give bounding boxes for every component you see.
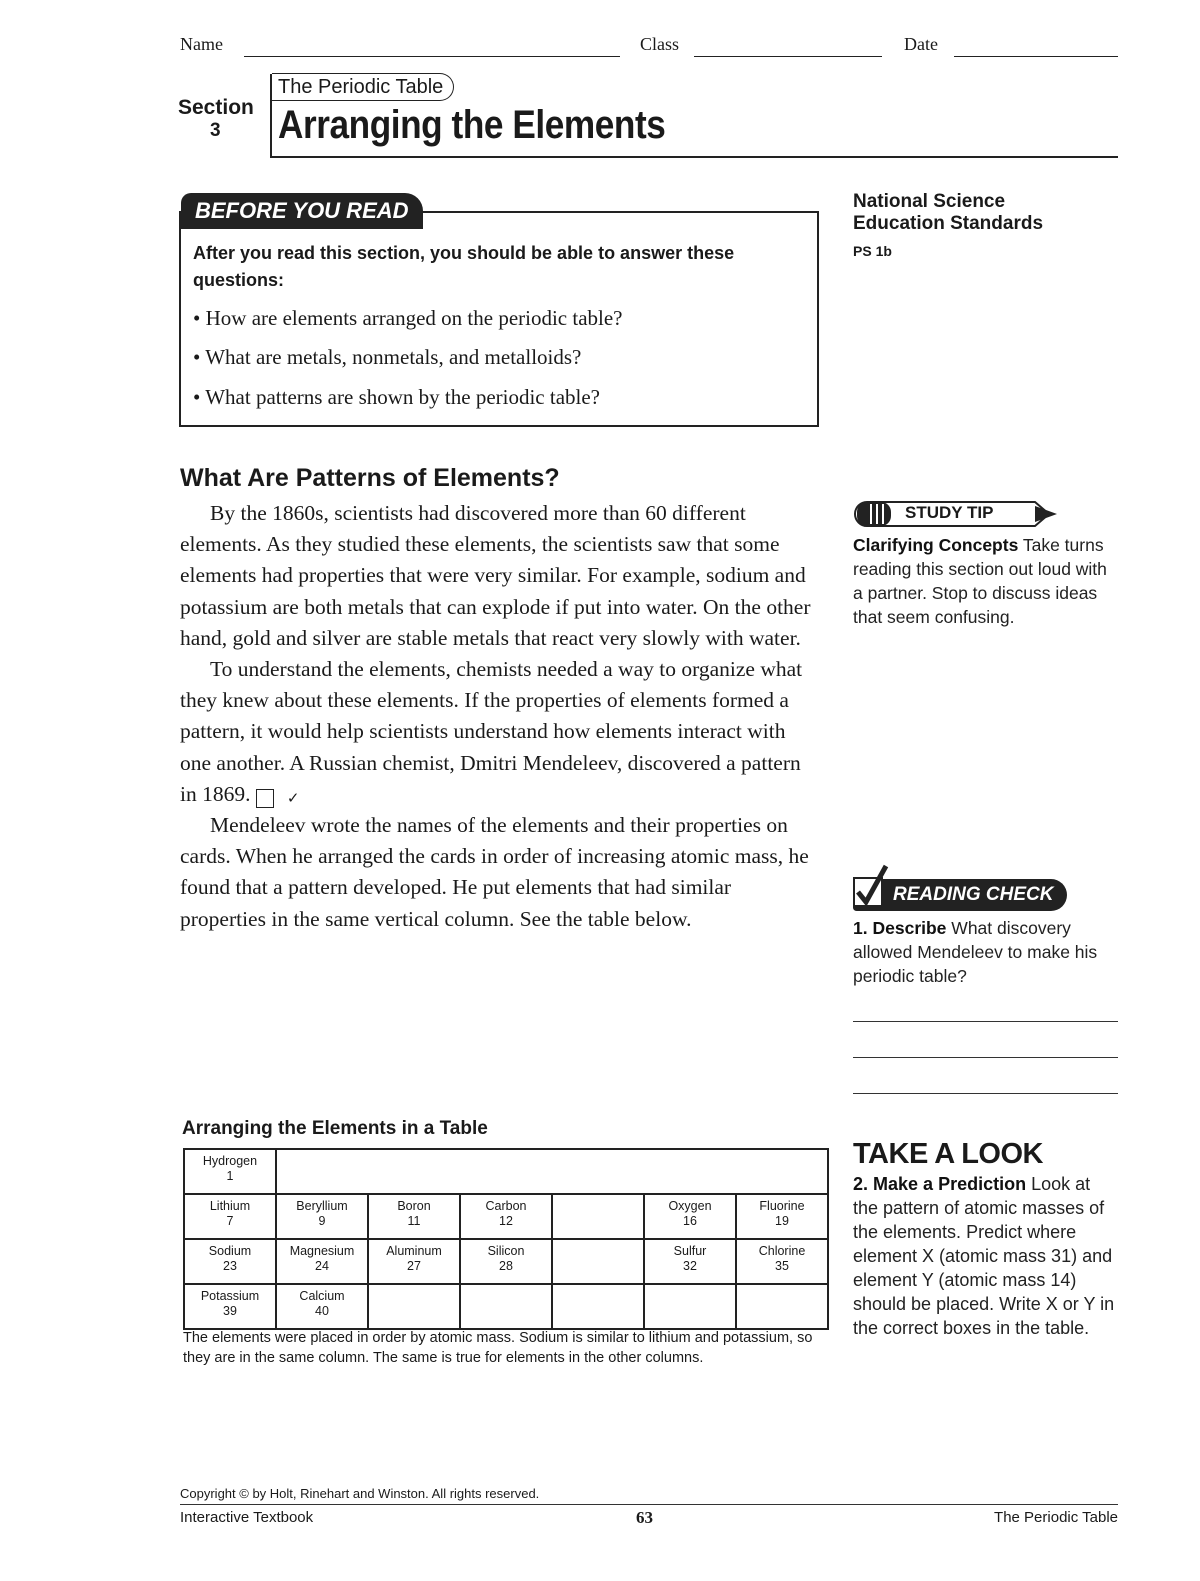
element-cell: Sulfur 32 xyxy=(644,1239,736,1284)
before-you-read-tab: BEFORE YOU READ xyxy=(181,193,423,229)
paragraph-1: By the 1860s, scientists had discovered more than 60 different elements. As they studied these elements, the scientists saw that some elements had properties that were very similar. For example, sodium and potassium are both metals that can explode if put into water. On the other hand, gold and silver are stable metals that react very slowly with water. xyxy=(180,501,811,650)
section-number: 3 xyxy=(210,120,221,141)
date-field[interactable] xyxy=(954,38,1118,57)
table-title: Arranging the Elements in a Table xyxy=(182,1118,488,1139)
date-label: Date xyxy=(904,34,938,54)
empty-cell[interactable] xyxy=(552,1239,644,1284)
empty-cell[interactable] xyxy=(552,1194,644,1239)
page-title: Arranging the Elements xyxy=(278,103,666,147)
section-label: Section xyxy=(178,96,254,119)
element-cell: Oxygen 16 xyxy=(644,1194,736,1239)
answer-line-1[interactable] xyxy=(853,1020,1118,1022)
checkmark-icon: ✓ xyxy=(256,789,274,808)
take-a-look-text: 2. Make a Prediction Look at the pattern of atomic masses of the elements. Predict where element X (atomic mass 31) and element Y (atomic mass 14) should be placed. Write X or Y in the correct boxes in the table. xyxy=(853,1174,1115,1338)
element-cell: Beryllium 9 xyxy=(276,1194,368,1239)
element-cell: Boron 11 xyxy=(368,1194,460,1239)
paragraph-2: To understand the elements, chemists needed a way to organize what they knew about these elements. If the properties of elements formed a pattern, it would help scientists understand how elements interact with one another. A Russian chemist, Dmitri Mendeleev, discovered a pattern in 1869. ✓ xyxy=(180,657,803,807)
answer-line-2[interactable] xyxy=(853,1056,1118,1058)
question-1: • How are elements arranged on the periodic table? xyxy=(193,306,623,330)
footer-rule xyxy=(180,1504,1118,1505)
question-2: • What are metals, nonmetals, and metalloids? xyxy=(193,345,582,369)
table-row xyxy=(184,1194,828,1239)
element-cell: Calcium 40 xyxy=(276,1284,368,1329)
copyright: Copyright © by Holt, Rinehart and Winston. All rights reserved. xyxy=(180,1486,540,1501)
name-label: Name xyxy=(180,34,223,54)
reading-check-badge: READING CHECK xyxy=(853,879,1067,911)
class-label: Class xyxy=(640,34,680,54)
element-cell: Potassium 39 xyxy=(184,1284,276,1329)
section-heading: What Are Patterns of Elements? xyxy=(180,464,560,492)
class-field[interactable] xyxy=(694,38,882,57)
title-rule xyxy=(270,156,1118,158)
empty-cell[interactable] xyxy=(552,1284,644,1329)
study-tip-text: Clarifying Concepts Take turns reading this section out loud with a partner. Stop to discuss ideas that seem confusing. xyxy=(853,535,1107,627)
empty-cell[interactable] xyxy=(276,1149,828,1194)
element-cell: Lithium 7 xyxy=(184,1194,276,1239)
reading-check-question: 1. Describe What discovery allowed Mendeleev to make his periodic table? xyxy=(853,918,1098,986)
body-text xyxy=(180,498,816,935)
elements-table xyxy=(183,1148,829,1330)
question-3: • What patterns are shown by the periodic table? xyxy=(193,385,600,409)
table-row xyxy=(184,1149,828,1194)
element-cell: Hydrogen 1 xyxy=(184,1149,276,1194)
element-cell: Silicon 28 xyxy=(460,1239,552,1284)
empty-cell[interactable] xyxy=(460,1284,552,1329)
element-cell: Chlorine 35 xyxy=(736,1239,828,1284)
name-field[interactable] xyxy=(244,38,620,57)
empty-cell[interactable] xyxy=(368,1284,460,1329)
standards-code: PS 1b xyxy=(853,243,892,259)
study-tip-badge: STUDY TIP xyxy=(853,500,1067,532)
footer-left: Interactive Textbook xyxy=(180,1509,314,1526)
check-icon xyxy=(852,862,894,918)
empty-cell[interactable] xyxy=(736,1284,828,1329)
answer-line-3[interactable] xyxy=(853,1092,1118,1094)
before-you-read-intro: After you read this section, you should be able to answer these questions: xyxy=(193,243,735,290)
standards-title: National Science Education Standards xyxy=(853,191,1044,234)
table-row xyxy=(184,1239,828,1284)
paragraph-3: Mendeleev wrote the names of the elements and their properties on cards. When he arranged the cards in order of increasing atomic mass, he found that a pattern developed. He put elements that had similar properties in the same vertical column. See the table below. xyxy=(180,813,809,931)
element-cell: Magnesium 24 xyxy=(276,1239,368,1284)
page-number: 63 xyxy=(636,1508,653,1527)
element-cell: Carbon 12 xyxy=(460,1194,552,1239)
empty-cell[interactable] xyxy=(644,1284,736,1329)
footer-right: The Periodic Table xyxy=(994,1509,1118,1526)
element-cell: Sodium 23 xyxy=(184,1239,276,1284)
table-caption: The elements were placed in order by atomic mass. Sodium is similar to lithium and potassium, so they are in the same column. The same is true for elements in the other columns. xyxy=(183,1330,813,1366)
element-cell: Aluminum 27 xyxy=(368,1239,460,1284)
table-row xyxy=(184,1284,828,1329)
element-cell: Fluorine 19 xyxy=(736,1194,828,1239)
take-a-look-title: TAKE A LOOK xyxy=(853,1138,1043,1170)
chapter-tab: The Periodic Table xyxy=(272,73,454,101)
